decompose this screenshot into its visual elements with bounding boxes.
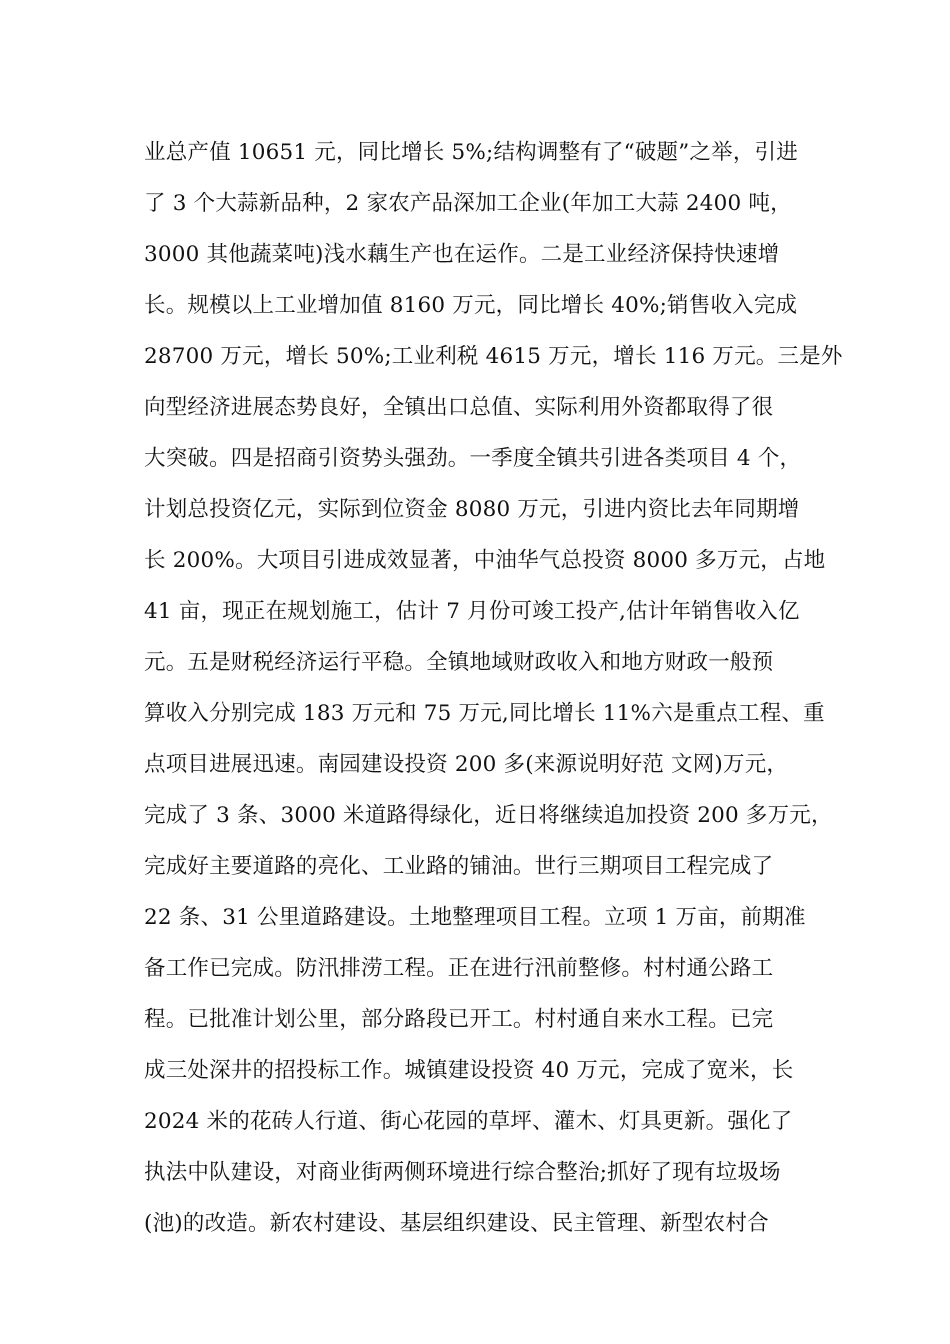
text-line: 算收入分别完成 183 万元和 75 万元,同比增长 11%六是重点工程、重 [144,701,825,726]
text-line: 业总产值 10651 元，同比增长 5%;结构调整有了“破题”之举，引进 [144,140,798,165]
text-line: 22 条、31 公里道路建设。土地整理项目工程。立项 1 万亩，前期准 [144,905,806,930]
text-line: 大突破。四是招商引资势头强劲。一季度全镇共引进各类项目 4 个， [144,446,802,471]
text-line: 了 3 个大蒜新品种，2 家农产品深加工企业(年加工大蒜 2400 吨， [144,191,792,216]
text-line: 完成好主要道路的亮化、工业路的铺油。世行三期项目工程完成了 [144,854,774,879]
text-line: 成三处深井的招投标工作。城镇建设投资 40 万元，完成了宽米，长 [144,1058,794,1083]
text-line: 完成了 3 条、3000 米道路得绿化，近日将继续追加投资 200 多万元， [144,803,833,828]
text-line: 元。五是财税经济运行平稳。全镇地域财政收入和地方财政一般预 [144,650,774,675]
text-line: 计划总投资亿元，实际到位资金 8080 万元，引进内资比去年同期增 [144,497,800,522]
text-line: 执法中队建设，对商业街两侧环境进行综合整治;抓好了现有垃圾场 [144,1160,781,1185]
text-line: 41 亩，现正在规划施工，估计 7 月份可竣工投产,估计年销售收入亿 [144,599,800,624]
text-line: 向型经济进展态势良好，全镇出口总值、实际利用外资都取得了很 [144,395,774,420]
text-line: 长 200%。大项目引进成效显著，中油华气总投资 8000 多万元，占地 [144,548,826,573]
text-line: 2024 米的花砖人行道、街心花园的草坪、灌木、灯具更新。强化了 [144,1109,793,1134]
body-text [144,130,843,1252]
text-line: 28700 万元，增长 50%;工业利税 4615 万元，增长 116 万元。三是外 [144,344,843,369]
text-line: 3000 其他蔬菜吨)浅水藕生产也在运作。二是工业经济保持快速增 [144,242,780,267]
text-line: 点项目进展迅速。南园建设投资 200 多(来源说明好范 文网)万元， [144,752,789,777]
text-line: 程。已批准计划公里，部分路段已开工。村村通自来水工程。已完 [144,1007,774,1032]
text-line: 长。规模以上工业增加值 8160 万元，同比增长 40%;销售收入完成 [144,293,798,318]
text-line: (池)的改造。新农村建设、基层组织建设、民主管理、新型农村合 [144,1211,769,1236]
text-line: 备工作已完成。防汛排涝工程。正在进行汛前整修。村村通公路工 [144,956,774,981]
